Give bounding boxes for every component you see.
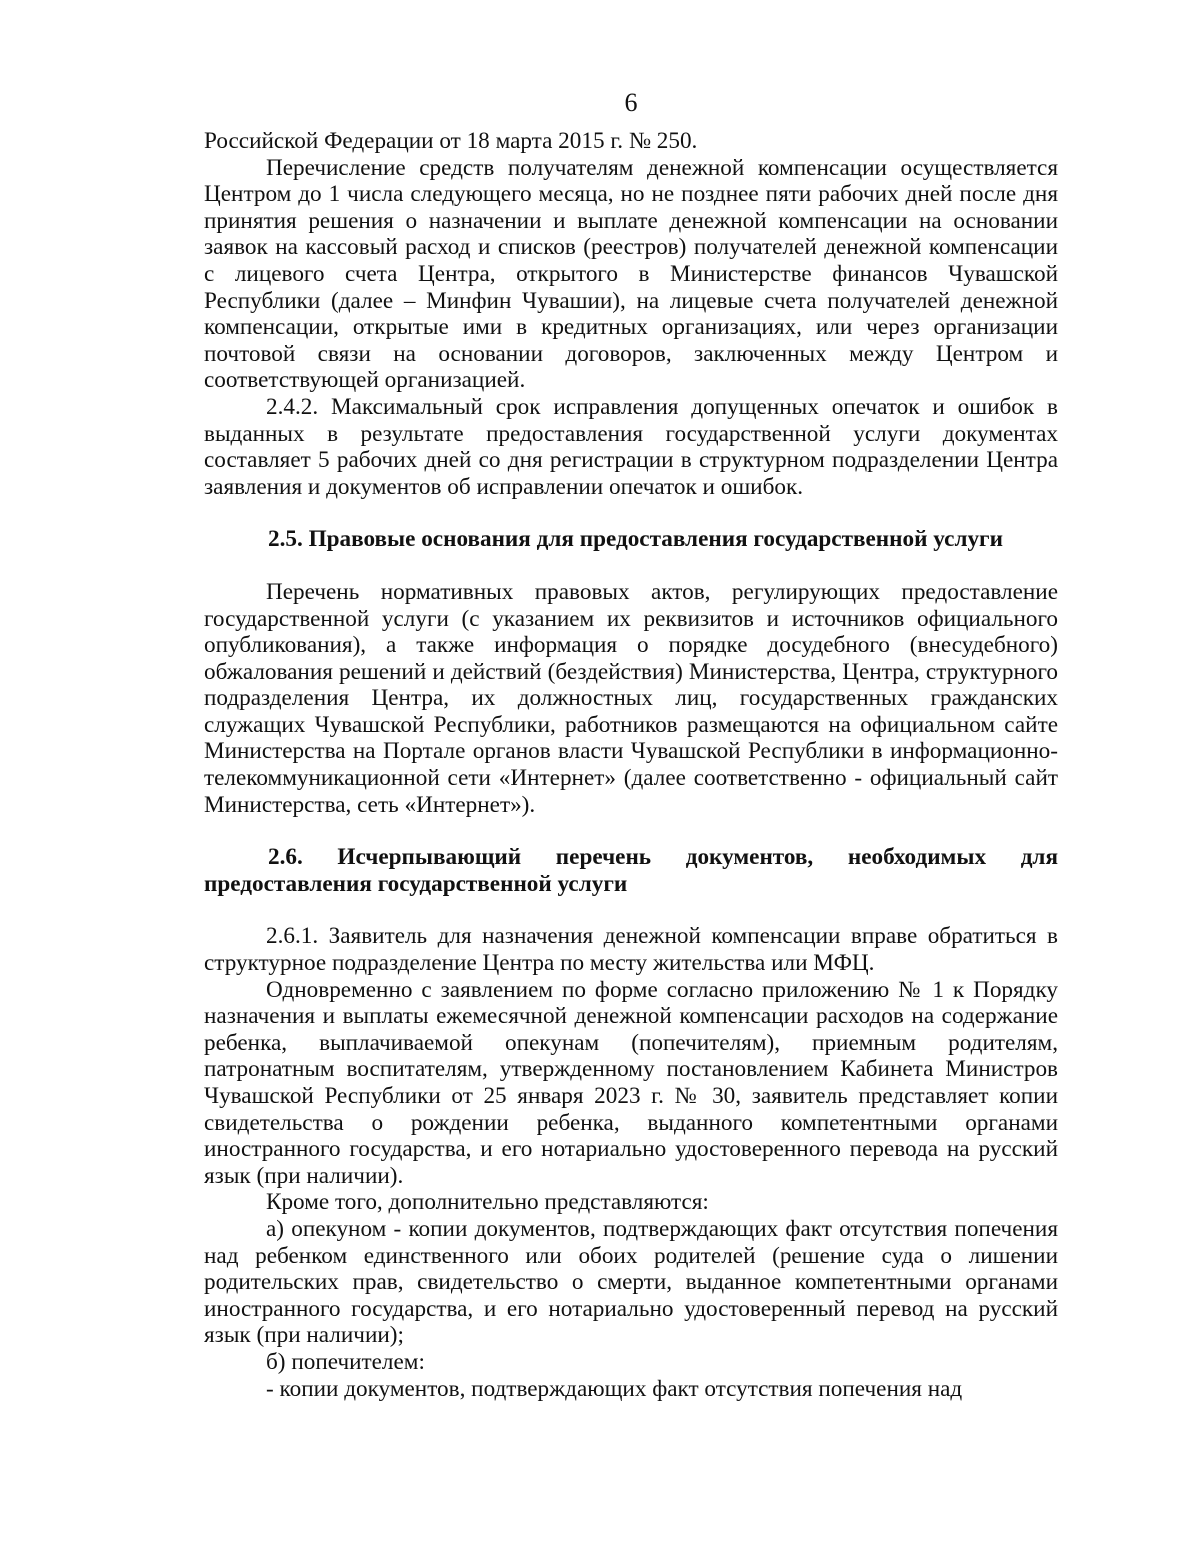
paragraph: Российской Федерации от 18 марта 2015 г. № 250. xyxy=(204,128,698,154)
paragraph: Одновременно с заявлением по форме согласно приложению № 1 к Порядку назначения и выплаты ежемесячной денежной компенсации расходов на содержание ребенка, выплачиваемой опекунам (попечителям), приемным родителям, патронатным воспитателям, утвержденному постановлением Кабинета Министров Чувашской Республики от 25 января 2023 г. № 30, заявитель представляет копии свидетельства о рождении ребенка, выданного компетентными органами иностранного государства, и его нотариально удостоверенного перевода на русский язык (при наличии). xyxy=(204,976,1058,1189)
page-number: 6 xyxy=(624,88,638,117)
section-heading-2-6: 2.6. Исчерпывающий перечень документов, необходимых для предоставления государственной услуги xyxy=(204,844,1058,897)
paragraph: 2.6.1. Заявитель для назначения денежной компенсации вправе обратиться в структурное подразделение Центра по месту жительства или МФЦ. xyxy=(204,923,1058,977)
paragraph: Перечень нормативных правовых актов, регулирующих предоставление государственной услуги (с указанием их реквизитов и источников официального опубликования), а также информация о порядке досудебного (внесудебного) обжалования решений и действий (бездействия) Министерства, Центра, структурного подразделения Центра, их должностных лиц, государственных гражданских служащих Чувашской Республики, работников размещаются на официальном сайте Министерства на Портале органов власти Чувашской Республики в информационно-телекоммуникационной сети «Интернет» (далее соответственно - официальный сайт Министерства, сеть «Интернет»). xyxy=(204,578,1058,818)
paragraph: б) попечителем: xyxy=(266,1348,425,1375)
paragraph: Кроме того, дополнительно представляются: xyxy=(266,1189,709,1216)
document-body xyxy=(204,128,1058,1402)
section-heading-2-5: 2.5. Правовые основания для предоставления государственной услуги xyxy=(268,526,1003,553)
paragraph: - копии документов, подтверждающих факт отсутствия попечения над xyxy=(266,1375,963,1402)
paragraph: а) опекуном - копии документов, подтверждающих факт отсутствия попечения над ребенком единственного или обоих родителей (решение суда о лишении родительских прав, свидетельство о смерти, выданное компетентными органами иностранного государства, и его нотариально удостоверенный перевод на русский язык (при наличии); xyxy=(204,1215,1058,1349)
paragraph: 2.4.2. Максимальный срок исправления допущенных опечаток и ошибок в выданных в результате предоставления государственной услуги документах составляет 5 рабочих дней со дня регистрации в структурном подразделении Центра заявления и документов об исправлении опечаток и ошибок. xyxy=(204,393,1058,500)
paragraph: Перечисление средств получателям денежной компенсации осуществляется Центром до 1 числа следующего месяца, но не позднее пяти рабочих дней после дня принятия решения о назначении и выплате денежной компенсации на основании заявок на кассовый расход и списков (реестров) получателей денежной компенсации с лицевого счета Центра, открытого в Министерстве финансов Чувашской Республики (далее – Минфин Чувашии), на лицевые счета получателей денежной компенсации, открытые ими в кредитных организациях, или через организации почтовой связи на основании договоров, заключенных между Центром и соответствующей организацией. xyxy=(204,154,1058,394)
